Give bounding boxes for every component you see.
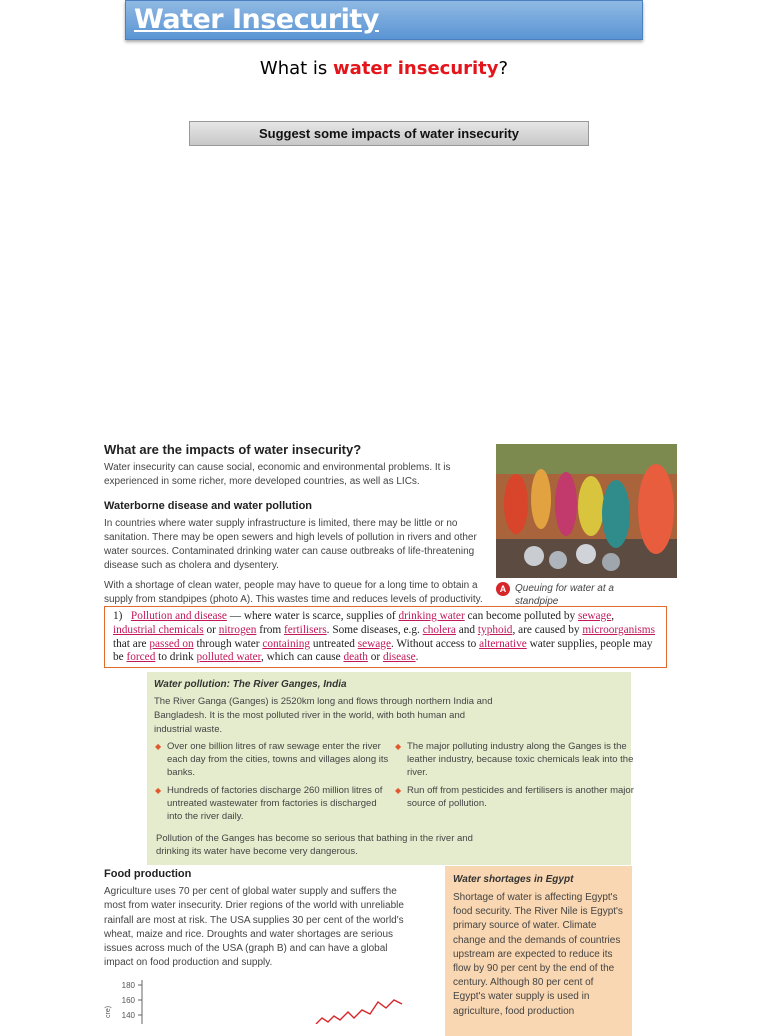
note-number: 1) [113, 610, 123, 622]
graph-tick: 140 [121, 1011, 135, 1020]
note-term: passed on [149, 637, 194, 650]
note-text: water supplies, people may be [113, 637, 653, 664]
note-text: . [415, 651, 419, 664]
note-term: drinking water [398, 610, 465, 622]
note-text: to drink [155, 651, 197, 664]
note-text: that are [113, 637, 150, 650]
case-study-bullet: ◆ The major polluting industry along the Ganges is the leather industry, because toxic chemicals leak into the river. [395, 740, 637, 779]
suggest-impacts-box: Suggest some impacts of water insecurity [189, 121, 589, 146]
graph-b-fragment [104, 978, 424, 1024]
note-term: microorganisms [582, 623, 655, 636]
egypt-box [445, 866, 632, 1036]
note-text: , which can cause [260, 651, 344, 664]
impact-note-box [104, 606, 667, 668]
case-study-intro: The River Ganga (Ganges) is 2520km long and flows through northern India and Bangladesh. It is the most polluted river in the world, with both human and industrial waste. [154, 696, 493, 735]
title-banner [125, 0, 643, 40]
graph-line [316, 1000, 402, 1024]
note-term: disease [382, 651, 416, 664]
page-title: Water Insecurity [134, 4, 379, 35]
case-study-bullet: ◆ Run off from pesticides and fertilisers is another major source of pollution. [395, 784, 637, 810]
standpipe-photo [496, 444, 677, 578]
egypt-body: Shortage of water is affecting Egypt's food security. The River Nile is Egypt's primary source of water. Climate change and the demands of countries upstream are expected to reduce its flow by 90 per cent by the end of the century. Although 80 per cent of Egypt's water supply is used in agriculture, food production [453, 892, 623, 1017]
standpipe-paragraph: With a shortage of clean water, people may have to queue for a long time to obtain a supply from standpipes (photo A). This wastes time and reduces levels of productivity. [104, 580, 483, 605]
note-term: death [343, 651, 368, 664]
food-heading: Food production [104, 868, 192, 880]
egypt-title: Water shortages in Egypt [453, 874, 574, 885]
note-text: untreated [310, 637, 358, 650]
note-text: . Without access to [390, 637, 480, 650]
note-term: forced [126, 651, 156, 664]
question-suffix: ? [498, 58, 509, 79]
note-term: alternative [479, 637, 527, 650]
photo-caption: Queuing for water at a standpipe [515, 583, 614, 607]
note-text: . Some diseases, e.g. [326, 623, 423, 636]
graph-tick: 160 [121, 996, 135, 1005]
note-text: , are caused by [512, 623, 583, 636]
note-term: sewage [357, 637, 391, 650]
graph-tick: 180 [121, 981, 135, 990]
waterborne-paragraph: In countries where water supply infrastructure is limited, there may be little or no sanitation. There may be open sewers and high levels of pollution in rivers and other water sources. Contaminated drinking water can cause outbreaks of life-threatening disease such as cholera and dysentery. [104, 518, 477, 571]
note-term: typhoid [477, 623, 513, 636]
graph-ylabel: cre) [105, 1005, 112, 1018]
note-text: and [455, 623, 478, 636]
sub-heading: Waterborne disease and water pollution [104, 500, 313, 512]
question-line [0, 58, 768, 79]
note-text: or [367, 651, 383, 664]
note-term: nitrogen [218, 623, 257, 636]
note-term: Pollution and disease [130, 610, 227, 622]
section-intro: Water insecurity can cause social, economic and environmental problems. It is experienced in some richer, more developed countries, as well as LICs. [104, 462, 451, 487]
food-paragraph: Agriculture uses 70 per cent of global water supply and suffers the most from water insecurity. Drier regions of the world with unreliable rainfall are most at risk. The USA supplies 30 per cent of the world's wheat, maize and rice. Droughts and water shortages are serious issues across much of the USA (graph B) and can have a global impact on food production and supply. [104, 886, 404, 969]
case-study-bullet: ◆ Hundreds of factories discharge 260 million litres of untreated wastewater from factories is discharged into the river daily. [155, 784, 389, 823]
photo-badge: A [496, 582, 510, 596]
note-text: , [611, 610, 615, 622]
note-term: fertilisers [284, 623, 327, 636]
note-term: industrial chemicals [113, 623, 204, 636]
note-text: from [256, 623, 284, 636]
section-heading: What are the impacts of water insecurity? [104, 442, 362, 457]
note-term: cholera [422, 623, 456, 636]
question-prefix: What is [259, 58, 334, 79]
note-term: containing [262, 637, 311, 650]
question-highlight: water insecurity [333, 58, 499, 79]
note-term: sewage [577, 610, 612, 622]
note-text: through water [193, 637, 263, 650]
note-text: can become polluted by [464, 610, 578, 622]
case-study-bullet: ◆ Over one billion litres of raw sewage enter the river each day from the cities, towns and villages along its banks. [155, 740, 389, 779]
note-text: — where water is scarce, supplies of [226, 610, 399, 622]
note-text: or [203, 623, 219, 636]
case-study-conclusion: Pollution of the Ganges has become so serious that bathing in the river and drinking its water have become very dangerous. [156, 833, 473, 857]
case-study-title: Water pollution: The River Ganges, India [154, 679, 347, 690]
ganges-case-study [147, 672, 634, 865]
note-term: polluted water [196, 651, 261, 664]
